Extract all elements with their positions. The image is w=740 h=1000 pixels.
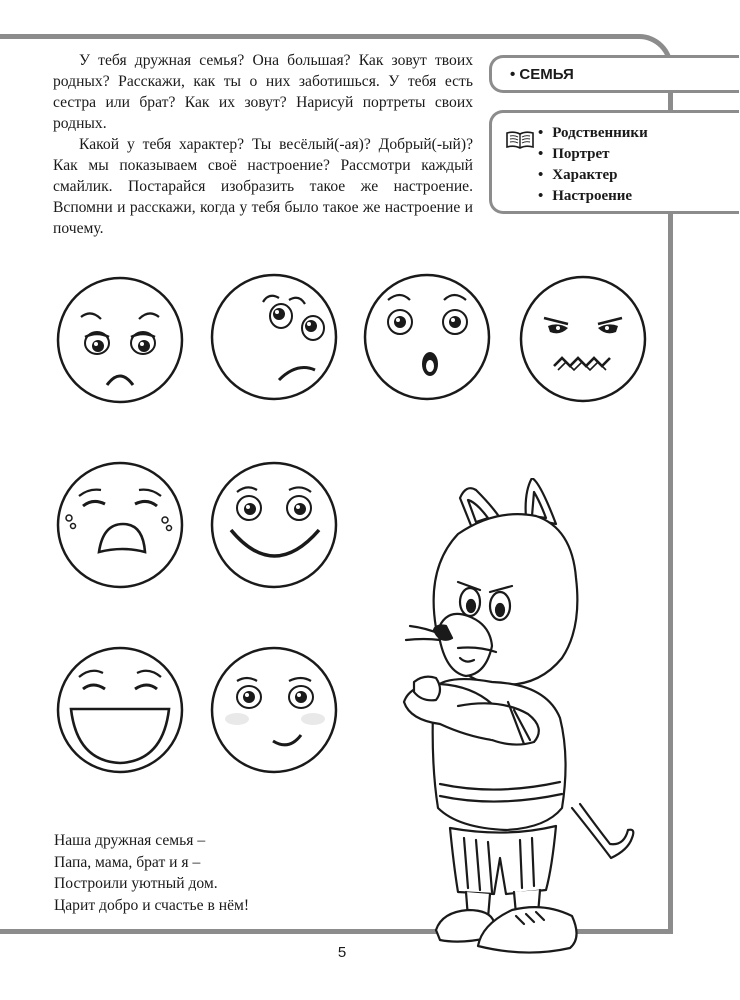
intro-text xyxy=(53,50,473,239)
vocabulary-item: • Родственники xyxy=(538,123,648,144)
vocabulary-box xyxy=(489,110,739,214)
poem-line: Папа, мама, брат и я – xyxy=(54,853,201,871)
sad-smiley xyxy=(55,275,185,405)
crying-smiley xyxy=(55,460,185,590)
poem-line: Царит добро и счастье в нём! xyxy=(54,896,250,914)
surprised-smiley xyxy=(362,272,492,402)
poem xyxy=(54,830,249,916)
page-number: 5 xyxy=(337,944,347,961)
cat-illustration xyxy=(396,478,641,966)
poem-line: Наша дружная семья – xyxy=(54,832,206,849)
angry-smiley xyxy=(518,274,648,404)
laughing-smiley xyxy=(55,645,185,775)
doubtful-smiley xyxy=(209,272,339,402)
vocabulary-item: • Характер xyxy=(538,165,648,186)
vocabulary-list xyxy=(538,123,648,207)
poem-line: Построили уютный дом. xyxy=(54,875,218,892)
book-icon xyxy=(505,129,535,151)
topic-box xyxy=(489,55,739,93)
shy-smiley xyxy=(209,645,339,775)
vocabulary-item: • Портрет xyxy=(538,144,648,165)
happy-smiley xyxy=(209,460,339,590)
intro-paragraph-2: Какой у тебя характер? Ты весёлый(-ая)? Добрый(-ый)? Как мы показываем своё настроение? Рассмотри каждый смайлик. Постарайся изобразить такое же настроение. Вспомни и расскажи, когда у тебя было такое же настроение и почему. xyxy=(53,136,473,237)
vocabulary-item: • Настроение xyxy=(538,186,648,207)
topic-label: • СЕМЬЯ xyxy=(510,65,574,83)
intro-paragraph-1: У тебя дружная семья? Она большая? Как зовут твоих родных? Расскажи, как ты о них заботишься. У тебя есть сестра или брат? Как их зовут? Нарисуй портреты своих родных. xyxy=(53,52,473,132)
